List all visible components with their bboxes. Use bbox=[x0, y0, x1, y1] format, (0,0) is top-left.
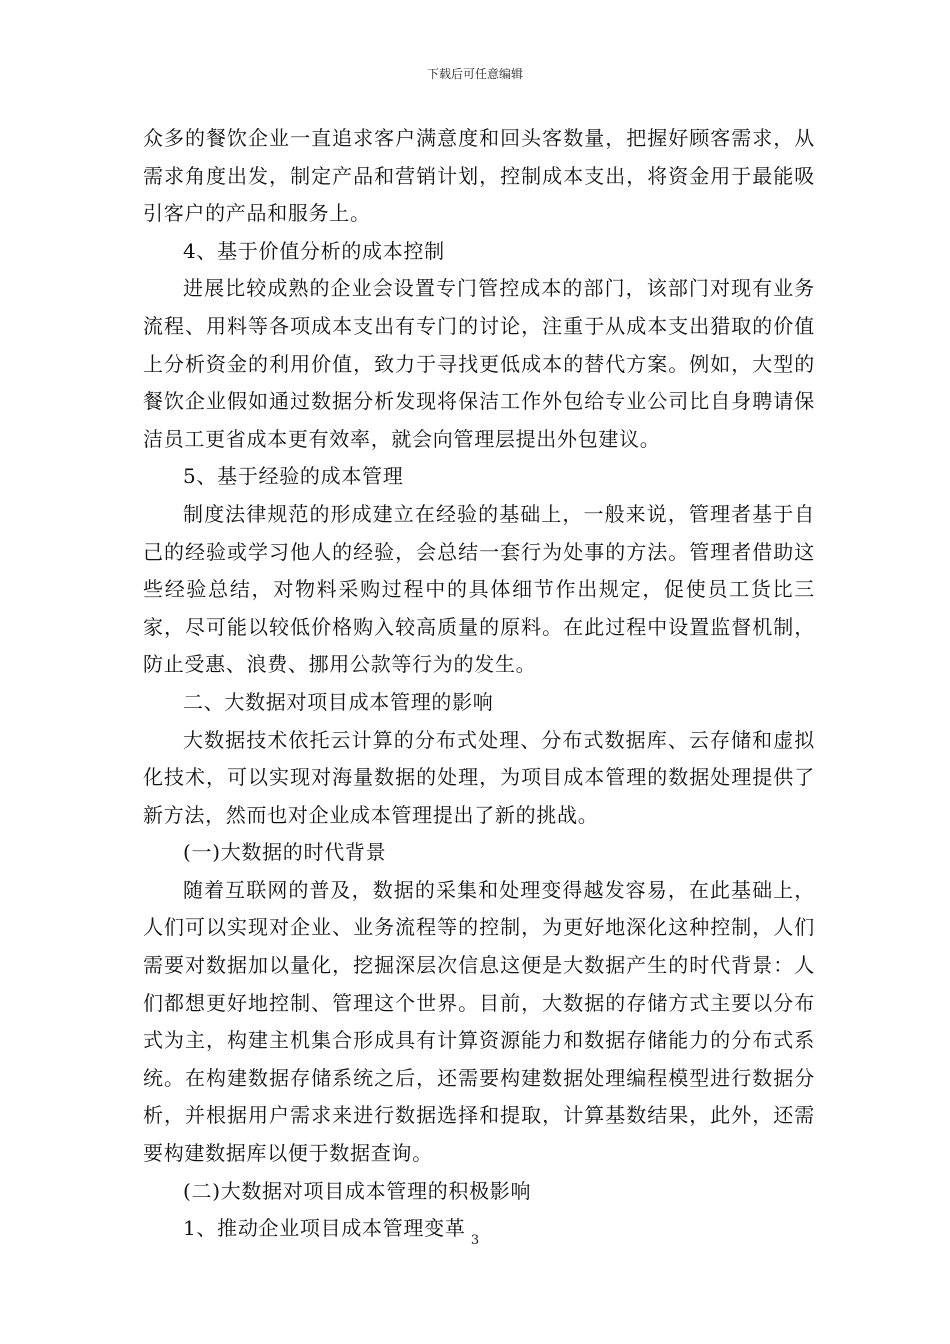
paragraph: 众多的餐饮企业一直追求客户满意度和回头客数量，把握好顾客需求，从需求角度出发，制定产品和营销计划，控制成本支出，将资金用于最能吸引客户的产品和服务上。 bbox=[143, 126, 815, 226]
section-heading: 1、推动企业项目成本管理变革 bbox=[183, 1216, 466, 1241]
section-heading: (一)大数据的时代背景 bbox=[183, 840, 387, 865]
page-header: 下载后可任意编辑 bbox=[426, 67, 523, 81]
paragraph: 大数据技术依托云计算的分布式处理、分布式数据库、云存储和虚拟化技术，可以实现对海量数据的处理，为项目成本管理的数据处理提供了新方法，然而也对企业成本管理提出了新的挑战。 bbox=[143, 727, 815, 827]
section-heading: 4、基于价值分析的成本控制 bbox=[183, 238, 445, 263]
paragraph: 随着互联网的普及，数据的采集和处理变得越发容易，在此基础上，人们可以实现对企业、业务流程等的控制，为更好地深化这种控制，人们需要对数据加以量化，挖掘深层次信息这便是大数据产生的时代背景：人们都想更好地控制、管理这个世界。目前，大数据的存储方式主要以分布式为主，构建主机集合形成具有计算资源能力和数据存储能力的分布式系统。在构建数据存储系统之后，还需要构建数据处理编程模型进行数据分析，并根据用户需求来进行数据选择和提取，计算基数结果，此外，还需要构建数据库以便于数据查询。 bbox=[143, 877, 815, 1166]
document-body bbox=[143, 120, 815, 1248]
paragraph: 制度法律规范的形成建立在经验的基础上，一般来说，管理者基于自己的经验或学习他人的经验，会总结一套行为处事的方法。管理者借助这些经验总结，对物料采购过程中的具体细节作出规定，促使员工货比三家，尽可能以较低价格购入较高质量的原料。在此过程中设置监督机制，防止受惠、浪费、挪用公款等行为的发生。 bbox=[143, 501, 815, 677]
page-number: 3 bbox=[470, 1233, 480, 1248]
section-heading: 5、基于经验的成本管理 bbox=[183, 464, 404, 489]
paragraph: 进展比较成熟的企业会设置专门管控成本的部门，该部门对现有业务流程、用料等各项成本支出有专门的讨论，注重于从成本支出猎取的价值上分析资金的利用价值，致力于寻找更低成本的替代方案。例如，大型的餐饮企业假如通过数据分析发现将保洁工作外包给专业公司比自身聘请保洁员工更省成本更有效率，就会向管理层提出外包建议。 bbox=[143, 276, 815, 451]
section-heading: (二)大数据对项目成本管理的积极影响 bbox=[183, 1178, 532, 1203]
section-heading: 二、大数据对项目成本管理的影响 bbox=[183, 689, 494, 714]
